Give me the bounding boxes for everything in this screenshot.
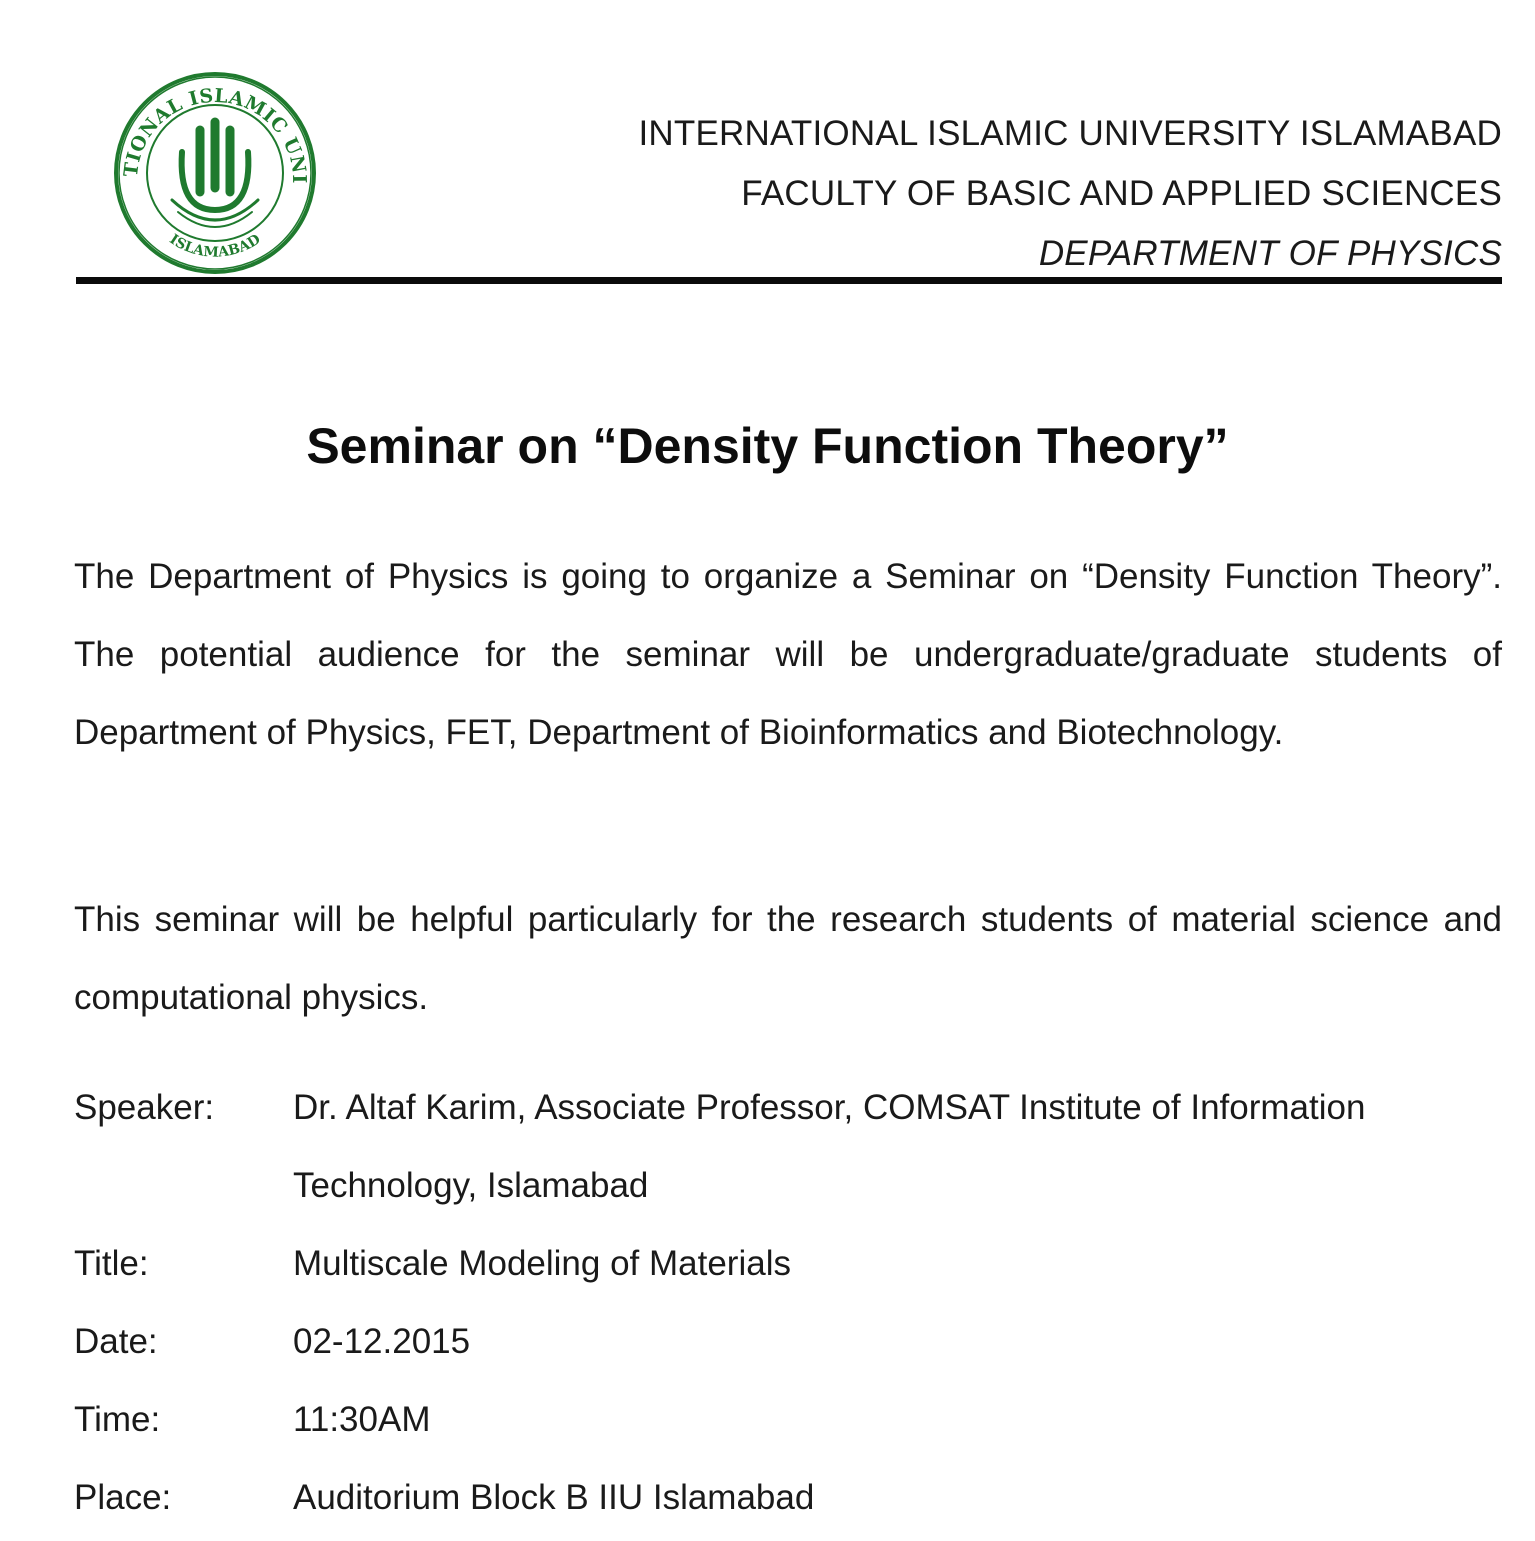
detail-value: 02-12.2015: [293, 1322, 471, 1361]
seal-text-bottom: ISLAMABAD: [166, 231, 264, 261]
faculty-name: FACULTY OF BASIC AND APPLIED SCIENCES: [741, 174, 1502, 213]
detail-label: Date:: [74, 1322, 158, 1361]
description-paragraph: The Department of Physics is going to organize a Seminar on “Density Function Theory”. The potential audience for the seminar will be undergraduate/graduate students of Department of Physics, FET, Department of Bioinformatics and Biotechnology.: [74, 557, 1502, 752]
seal-text-top: TIONAL ISLAMIC UNI: [119, 84, 311, 184]
university-name: INTERNATIONAL ISLAMIC UNIVERSITY ISLAMABAD: [638, 114, 1502, 153]
detail-label: Place:: [74, 1478, 172, 1517]
detail-value: Dr. Altaf Karim, Associate Professor, COMSAT Institute of Information Technology, Islamabad: [293, 1088, 1366, 1205]
description-paragraph: This seminar will be helpful particularly for the research students of material science and computational physics.: [74, 900, 1502, 1017]
seminar-title: Seminar on “Density Function Theory”: [306, 418, 1229, 474]
letterhead-divider: [76, 277, 1502, 284]
seminar-details: [74, 1069, 1502, 1537]
university-seal-logo: [112, 70, 318, 276]
letterhead-text: [639, 104, 1503, 284]
detail-row-speaker: [74, 1069, 1502, 1225]
detail-value: Multiscale Modeling of Materials: [293, 1244, 791, 1283]
detail-row-date: [74, 1303, 1502, 1381]
detail-row-title: [74, 1225, 1502, 1303]
department-name: DEPARTMENT OF PHYSICS: [1038, 234, 1502, 273]
detail-value: 11:30AM: [293, 1400, 431, 1439]
seal-icon: [112, 70, 318, 276]
detail-row-place: [74, 1459, 1502, 1537]
svg-text:ISLAMABAD: [167, 231, 264, 260]
detail-label: Time:: [74, 1400, 161, 1439]
detail-label: Speaker:: [74, 1088, 215, 1127]
detail-value: Auditorium Block B IIU Islamabad: [293, 1478, 815, 1517]
detail-row-time: [74, 1381, 1502, 1459]
detail-label: Title:: [74, 1244, 149, 1283]
